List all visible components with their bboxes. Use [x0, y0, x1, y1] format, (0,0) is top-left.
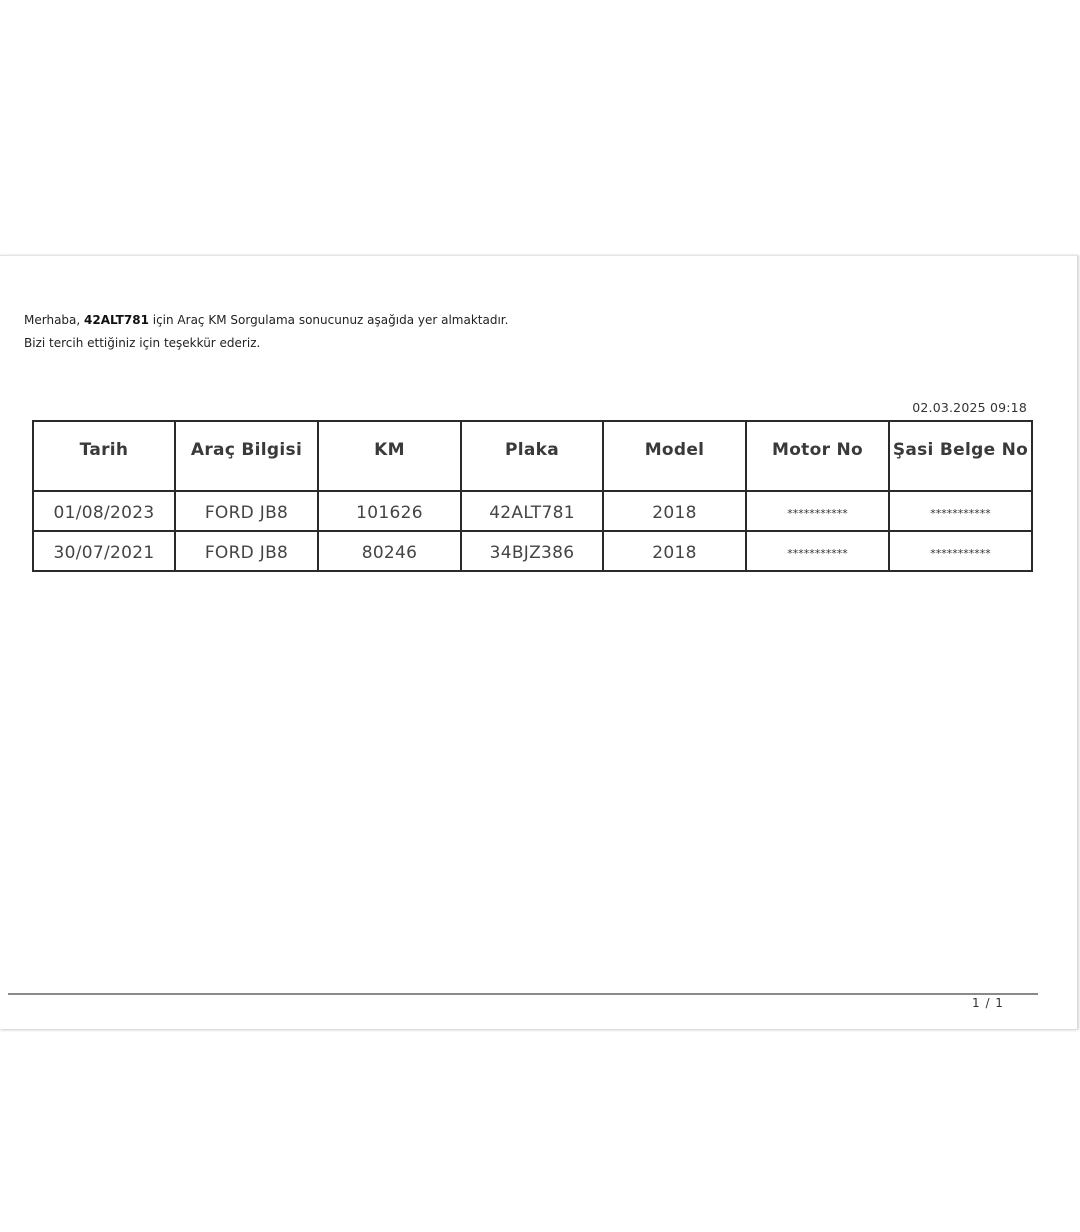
- header-km: KM: [318, 421, 461, 491]
- cell-motor-no: ***********: [746, 531, 889, 571]
- cell-model: 2018: [603, 531, 746, 571]
- cell-sasi-belge-no: ***********: [889, 531, 1032, 571]
- cell-model: 2018: [603, 491, 746, 531]
- cell-sasi-belge-no: ***********: [889, 491, 1032, 531]
- intro-text: [24, 309, 508, 355]
- page-number: 1 / 1: [972, 996, 1004, 1010]
- plate-number: 42ALT781: [84, 313, 149, 327]
- intro-line-1: [24, 309, 508, 332]
- header-motor-no: Motor No: [746, 421, 889, 491]
- greeting: Merhaba,: [24, 313, 81, 327]
- table-row: [33, 531, 1032, 571]
- cell-arac-bilgisi: FORD JB8: [175, 491, 318, 531]
- cell-tarih: 30/07/2021: [33, 531, 175, 571]
- cell-plaka: 42ALT781: [461, 491, 603, 531]
- header-tarih: Tarih: [33, 421, 175, 491]
- thanks-line: Bizi tercih ettiğiniz için teşekkür ederiz.: [24, 336, 261, 350]
- header-model: Model: [603, 421, 746, 491]
- header-plaka: Plaka: [461, 421, 603, 491]
- cell-tarih: 01/08/2023: [33, 491, 175, 531]
- cell-plaka: 34BJZ386: [461, 531, 603, 571]
- footer-divider: [8, 993, 1038, 995]
- cell-km: 101626: [318, 491, 461, 531]
- table-header-row: [33, 421, 1032, 491]
- header-sasi-belge-no: Şasi Belge No: [889, 421, 1032, 491]
- cell-arac-bilgisi: FORD JB8: [175, 531, 318, 571]
- intro-message: için Araç KM Sorgulama sonucunuz aşağıda yer almaktadır.: [152, 313, 509, 327]
- km-results-table: [32, 420, 1033, 572]
- document-page: [0, 255, 1078, 1029]
- report-timestamp: 02.03.2025 09:18: [912, 400, 1027, 415]
- cell-km: 80246: [318, 531, 461, 571]
- cell-motor-no: ***********: [746, 491, 889, 531]
- table-row: [33, 491, 1032, 531]
- header-arac-bilgisi: Araç Bilgisi: [175, 421, 318, 491]
